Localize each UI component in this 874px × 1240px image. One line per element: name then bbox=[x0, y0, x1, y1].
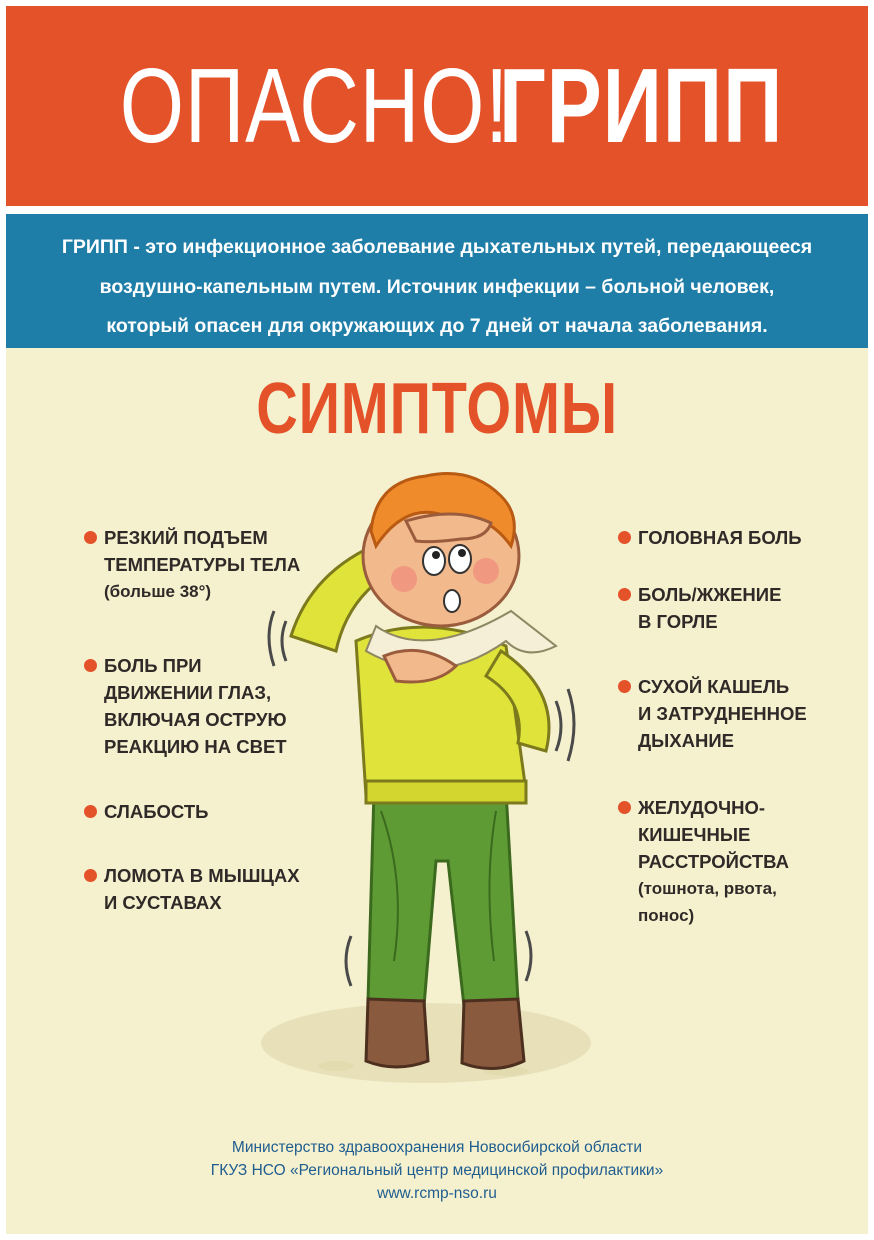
intro-band bbox=[6, 214, 868, 348]
bullet-icon bbox=[84, 531, 97, 544]
symptom-sore-throat: БОЛЬ/ЖЖЕНИЕ В ГОРЛЕ bbox=[638, 581, 781, 635]
footer-center: ГКУЗ НСО «Региональный центр медицинской профилактики» bbox=[210, 1162, 664, 1179]
bullet-icon bbox=[618, 680, 631, 693]
symptoms-heading bbox=[6, 368, 868, 450]
symptom-muscle-ache: ЛОМОТА В МЫШЦАХ И СУСТАВАХ bbox=[104, 862, 300, 916]
bullet-icon bbox=[84, 869, 97, 882]
symptom-dry-cough: СУХОЙ КАШЕЛЬ И ЗАТРУДНЕННОЕ ДЫХАНИЕ bbox=[638, 673, 807, 754]
footer-website: www.rcmp-nso.ru bbox=[377, 1185, 497, 1202]
bullet-icon bbox=[618, 531, 631, 544]
bullet-icon bbox=[84, 659, 97, 672]
symptom-fever: РЕЗКИЙ ПОДЪЕМ ТЕМПЕРАТУРЫ ТЕЛА (больше 38°) bbox=[104, 524, 300, 605]
symptom-weakness: СЛАБОСТЬ bbox=[104, 798, 208, 825]
header-title-flu: ГРИПП bbox=[499, 46, 784, 165]
divider bbox=[6, 206, 868, 214]
intro-line: ГРИПП - это инфекционное заболевание дыхательных путей, передающееся bbox=[61, 236, 813, 258]
bullet-icon bbox=[84, 805, 97, 818]
symptom-headache: ГОЛОВНАЯ БОЛЬ bbox=[638, 524, 802, 551]
bullet-icon bbox=[618, 801, 631, 814]
sick-boy-illustration bbox=[256, 461, 596, 1101]
intro-line: который опасен для окружающих до 7 дней от начала заболевания. bbox=[106, 315, 768, 337]
header-title-danger: ОПАСНО! bbox=[120, 46, 510, 165]
intro-line: воздушно-капельным путем. Источник инфекции – больной человек, bbox=[99, 276, 775, 298]
symptom-eye-pain: БОЛЬ ПРИ ДВИЖЕНИИ ГЛАЗ, ВКЛЮЧАЯ ОСТРУЮ РЕАКЦИЮ НА СВЕТ bbox=[104, 652, 287, 760]
header-banner bbox=[6, 6, 868, 206]
footer-ministry: Министерство здравоохранения Новосибирской области bbox=[231, 1139, 643, 1156]
footer bbox=[6, 1136, 868, 1205]
bullet-icon bbox=[618, 588, 631, 601]
flu-poster bbox=[6, 6, 868, 1234]
symptoms-heading-text: СИМПТОМЫ bbox=[256, 369, 618, 449]
symptom-gastro: ЖЕЛУДОЧНО- КИШЕЧНЫЕ РАССТРОЙСТВА (тошнота, рвота, понос) bbox=[638, 794, 789, 929]
